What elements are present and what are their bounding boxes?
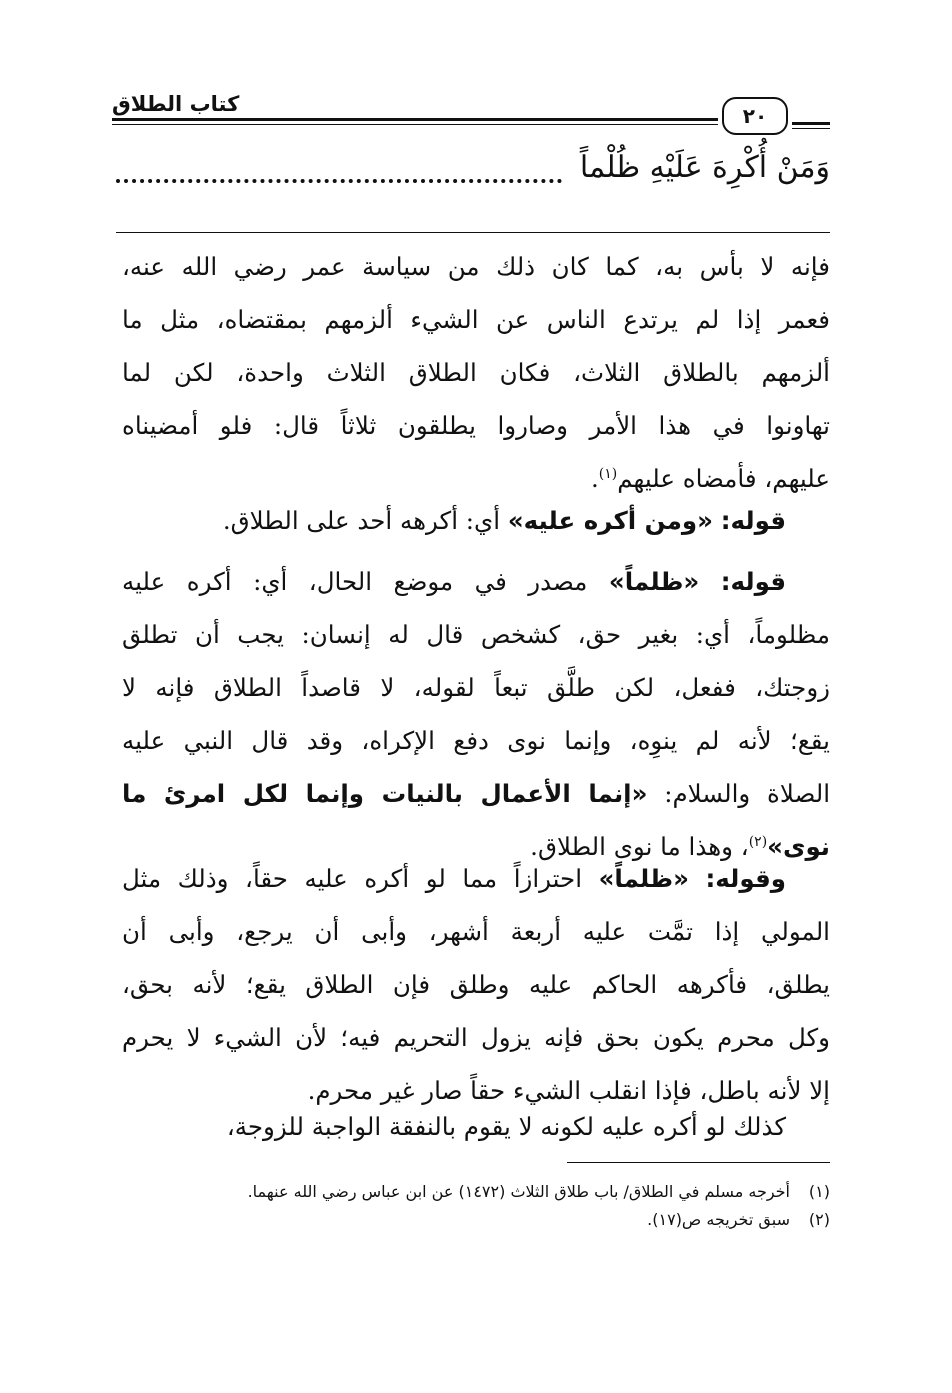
text-line: [122, 555, 830, 608]
text-line: المولي إذا تمَّت عليه أربعة أشهر، وأبى أن يرجع، وأبى أن: [122, 917, 830, 946]
text-line: [122, 767, 830, 820]
text-fragment: الصلاة والسلام:: [664, 779, 830, 808]
paragraph-5: [122, 1100, 830, 1153]
text-line: مظلوماً، أي: بغير حق، كشخص قال له إنسان: يجب أن تطلق: [122, 620, 830, 649]
header-rule-left: [112, 118, 718, 121]
text-line: [122, 494, 830, 547]
matn-citation: «ومن أكره عليه»: [507, 506, 713, 535]
matn-citation: «ظلماً»: [598, 864, 689, 893]
commentary-label: قوله:: [720, 567, 786, 596]
header-rule-right-thin: [792, 128, 830, 129]
paragraph-1: [122, 240, 830, 505]
matn-line: [116, 140, 830, 194]
text-fragment: ، وهذا ما نوى الطلاق.: [530, 832, 749, 861]
text-line: وكل محرم يكون بحق فإنه يزول التحريم فيه؛ لأن الشيء لا يحرم: [122, 1023, 830, 1052]
text-line: يقع؛ لأنه لم ينوِه، وإنما نوى دفع الإكراه، وقد قال النبي عليه: [122, 726, 830, 755]
footnote-2: [122, 1206, 830, 1234]
paragraph-3: [122, 555, 830, 873]
text-line: كذلك لو أكره عليه لكونه لا يقوم بالنفقة الواجبة للزوجة،: [226, 1112, 786, 1141]
text-line: تهاونوا في هذا الأمر وصاروا يطلقون ثلاثاً قال: فلو أمضيناه: [122, 411, 830, 440]
footnote-number: (٢): [808, 1210, 830, 1229]
matn-citation: «ظلماً»: [608, 567, 700, 596]
footnote-ref: (١): [598, 465, 618, 482]
header-rule-left-thin: [112, 124, 718, 125]
text-fragment: عليهم، فأمضاه عليهم: [617, 464, 830, 493]
text-line: فعمر إذا لم يرتدع الناس عن الشيء ألزمهم بمقتضاه، مثل ما: [122, 305, 830, 334]
book-title: كتاب الطلاق: [112, 92, 240, 116]
text-line: ألزمهم بالطلاق الثلاث، فكان الطلاق الثلاث واحدة، لكن لما: [122, 358, 830, 387]
paragraph-4: [122, 852, 830, 1117]
hadith-text: «إنما الأعمال بالنيات وإنما لكل امرئ ما: [122, 779, 648, 808]
text-fragment: مصدر في موضع الحال، أي: أكره عليه: [122, 567, 588, 596]
footnote-separator: [567, 1162, 830, 1163]
matn-quote: وَمَنْ أُكْرِهَ عَلَيْهِ ظُلْماً: [579, 149, 830, 185]
text-line: يطلق، فأكرهه الحاكم عليه وطلق فإن الطلاق يقع؛ لأنه بحق،: [122, 970, 830, 999]
text-line: فإنه لا بأس به، كما كان ذلك من سياسة عمر رضي الله عنه،: [122, 252, 830, 281]
paragraph-2: [122, 494, 830, 547]
text-line: زوجتك، ففعل، لكن طلَّق تبعاً لقوله، لا قاصداً الطلاق فإنه لا: [122, 673, 830, 702]
footnote-text: سبق تخريجه ص(١٧).: [647, 1210, 790, 1229]
page-header: [0, 0, 952, 150]
text-line: إلا لأنه باطل، فإذا انقلب الشيء حقاً صار غير محرم.: [307, 1076, 830, 1105]
page-number: ٢٠: [722, 97, 788, 135]
footnotes: [122, 1178, 830, 1234]
text-line: [122, 852, 830, 905]
text-fragment: .: [590, 464, 599, 493]
text-fragment: احترازاً مما لو أكره عليه حقاً، وذلك مثل: [122, 864, 582, 893]
footnote-text: أخرجه مسلم في الطلاق/ باب طلاق الثلاث (١٤٧٢) عن ابن عباس رضي الله عنهما.: [247, 1182, 790, 1201]
dotted-leader: [116, 151, 562, 183]
hadith-text-end: نوى»: [767, 832, 830, 861]
header-rule-right: [792, 122, 830, 125]
footnote-ref: (٢): [748, 833, 768, 850]
commentary-label: قوله:: [720, 506, 786, 535]
commentary-label: وقوله:: [705, 864, 786, 893]
text-fragment: أي: أكرهه أحد على الطلاق.: [222, 506, 501, 535]
footnote-1: [122, 1178, 830, 1206]
footnote-number: (١): [808, 1182, 830, 1201]
matn-separator: [116, 232, 830, 233]
